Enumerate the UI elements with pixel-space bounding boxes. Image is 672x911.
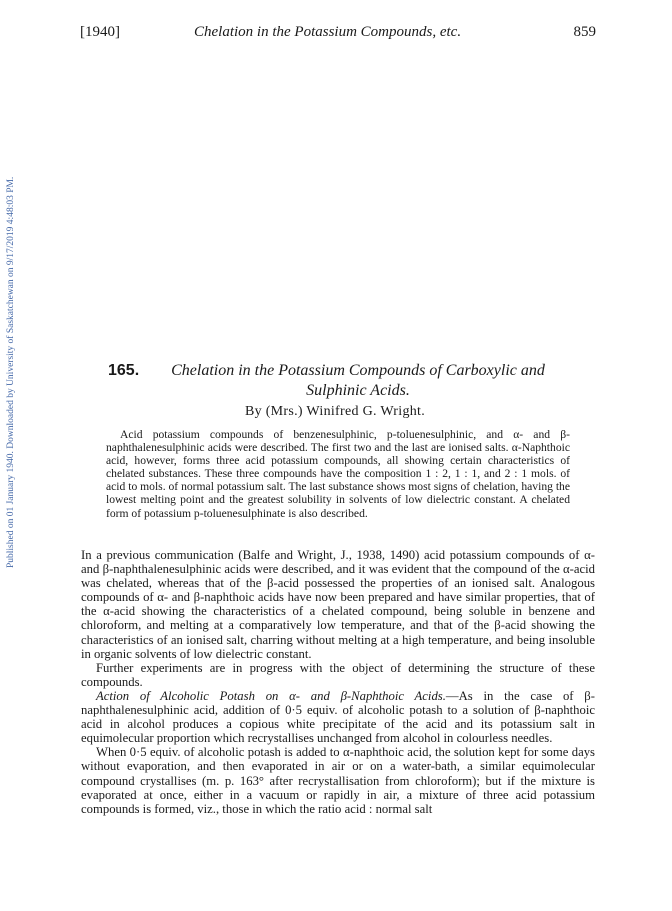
title-line-2: Sulphinic Acids. xyxy=(306,382,410,399)
paragraph-3-text: —As in the case of β-naphthalenesulphinic acid, addition of 0·5 equiv. of alcoholic potash to a solution of β-naphthoic acid in alcohol produces a copious white precipitate of the acid and its potassium salt in equimolecular proportion which recrystallises unchanged from alcohol in colourless needles. xyxy=(81,688,595,746)
running-header xyxy=(80,24,596,44)
download-side-note xyxy=(4,128,18,568)
abstract-text: Acid potassium compounds of benzenesulphinic, p-toluenesulphinic, and α- and β-naphthalenesulphinic acids were described. The first two and the last are ionised salts. α-Naphthoic acid, however, forms three acid potassium compounds, all showing certain characteristics of chelated substances. These three compounds have the composition 1 : 2, 1 : 1, and 2 : 1 mols. of acid to mols. of normal potassium salt. The last substance shows most signs of chelation, having the lowest melting point and the greatest solubility in solvents of low dielectric constant. A chelated form of potassium p-toluenesulphinate is also described. xyxy=(106,428,570,520)
article-title xyxy=(108,361,568,401)
header-year: [1940] xyxy=(80,24,120,40)
paragraph-1: In a previous communication (Balfe and Wright, J., 1938, 1490) acid potassium compounds of α- and β-naphthalenesulphinic acids were described, and it was evident that the compound of the α-acid was chelated, whereas that of the β-acid possessed the properties of an ionised salt. Analogous compounds of α- and β-naphthoic acids have now been prepared and have similar properties, that of the α-acid showing the characteristics of a chelated compound, being soluble in benzene and chloroform, and melting at a comparatively low temperature, and that of the β-acid showing the characteristics of an ionised salt, charring without melting at a high temperature, and being insoluble in organic solvents of low dielectric constant. xyxy=(81,548,595,661)
author-byline: By (Mrs.) Winifred G. Wright. xyxy=(244,404,426,419)
paragraph-4: When 0·5 equiv. of alcoholic potash is added to α-naphthoic acid, the solution kept for some days without evaporation, and then evaporated in air or on a water-bath, a similar equimolecular compound crystallises (m. p. 163° after recrystallisation from chloroform); but if the mixture is evaporated at once, either in a vacuum or rapidly in air, a mixture of three acid potassium compounds is formed, viz., those in which the ratio acid : normal salt xyxy=(81,745,595,816)
side-note-text[interactable]: Published on 01 January 1940. Downloaded by University of Saskatchewan on 9/17/2019 4:48:03 PM. xyxy=(6,176,16,568)
paragraph-2: Further experiments are in progress with the object of determining the structure of these compounds. xyxy=(81,660,595,689)
paragraph-3 xyxy=(81,689,595,745)
title-line-1: Chelation in the Potassium Compounds of Carboxylic and xyxy=(171,362,545,379)
header-running-title: Chelation in the Potassium Compounds, etc. xyxy=(194,24,462,40)
paragraph-3-heading: Action of Alcoholic Potash on α- and β-Naphthoic Acids. xyxy=(96,688,446,703)
article-number: 165. xyxy=(108,362,140,379)
header-page-number: 859 xyxy=(573,24,596,40)
article-body xyxy=(81,548,595,816)
abstract xyxy=(106,428,570,520)
